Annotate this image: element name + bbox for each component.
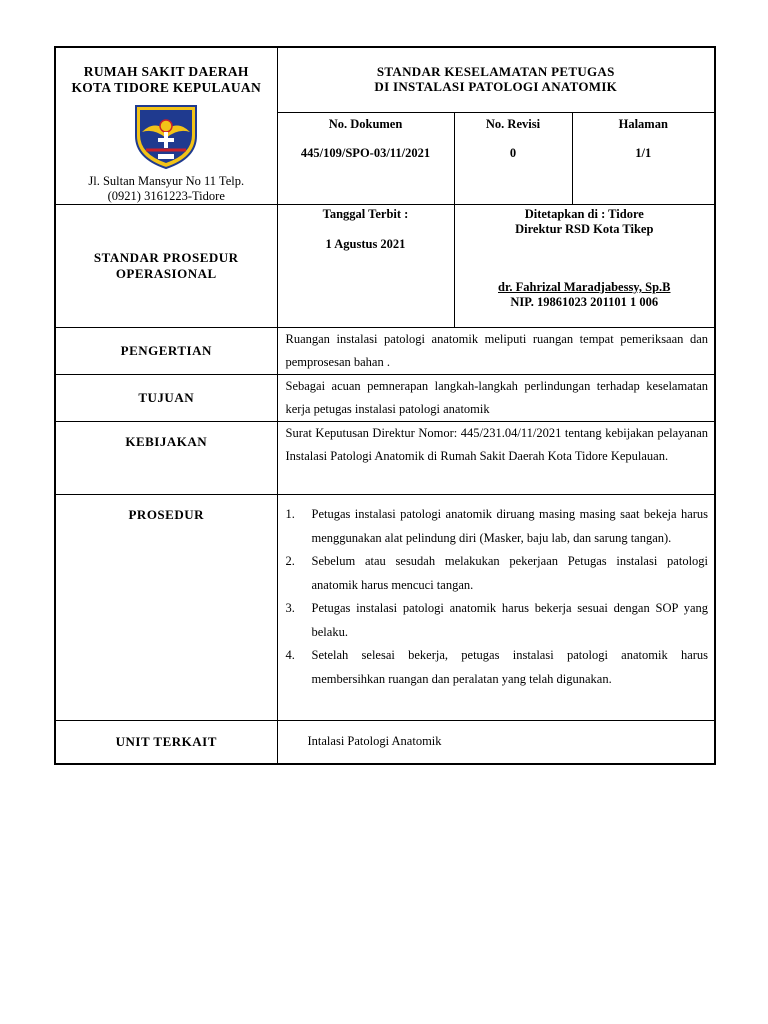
revision-value: 0 bbox=[509, 146, 517, 161]
hospital-name-line2: KOTA TIDORE KEPULAUAN bbox=[71, 80, 262, 95]
document-title-cell bbox=[277, 47, 715, 113]
spo-document bbox=[54, 46, 714, 765]
approval-role: Direktur RSD Kota Tikep bbox=[515, 222, 654, 236]
tujuan-label: TUJUAN bbox=[138, 390, 195, 405]
pengertian-text-cell bbox=[277, 328, 715, 375]
tujuan-text-cell bbox=[277, 375, 715, 422]
page-value: 1/1 bbox=[635, 146, 652, 161]
prosedur-item-text: Petugas instalasi patologi anatomik harus bekerja sesuai dengan SOP yang belaku. bbox=[311, 601, 709, 639]
kebijakan-text-cell bbox=[277, 422, 715, 495]
document-title-line1: STANDAR KESELAMATAN PETUGAS bbox=[376, 64, 615, 79]
signer-nip: NIP. 19861023 201101 1 006 bbox=[510, 295, 659, 309]
unit-label-cell bbox=[55, 721, 277, 764]
page-label: Halaman bbox=[618, 117, 668, 132]
prosedur-item-text: Sebelum atau sesudah melakukan pekerjaan Petugas instalasi patologi anatomik harus mencuci tangan. bbox=[311, 554, 709, 592]
spo-label-line2: OPERASIONAL bbox=[115, 266, 217, 281]
pengertian-text: Ruangan instalasi patologi anatomik meliputi ruangan tempat pemeriksaan dan pemprosesan bahan . bbox=[285, 332, 709, 369]
doc-number-cell bbox=[277, 113, 454, 205]
prosedur-item bbox=[286, 644, 709, 691]
unit-text-cell bbox=[277, 721, 715, 764]
doc-number-value: 445/109/SPO-03/11/2021 bbox=[300, 146, 431, 161]
issued-date-cell bbox=[277, 205, 454, 328]
spo-table bbox=[54, 46, 716, 765]
kebijakan-label-cell bbox=[55, 422, 277, 495]
prosedur-list-cell bbox=[277, 495, 715, 721]
prosedur-item-number: 3. bbox=[285, 601, 295, 615]
hospital-name-line1: RUMAH SAKIT DAERAH bbox=[83, 64, 249, 79]
prosedur-list bbox=[278, 495, 715, 691]
spo-label-line1: STANDAR PROSEDUR bbox=[93, 250, 239, 265]
hospital-header-cell bbox=[55, 47, 277, 205]
prosedur-item bbox=[286, 550, 709, 597]
document-title-line2: DI INSTALASI PATOLOGI ANATOMIK bbox=[374, 79, 618, 94]
prosedur-item-number: 4. bbox=[285, 648, 295, 662]
kebijakan-text: Surat Keputusan Direktur Nomor: 445/231.04/11/2021 tentang kebijakan pelayanan Instalasi Patologi Anatomik di Rumah Sakit Daerah Kota Tidore Kepulauan. bbox=[285, 426, 709, 463]
unit-label: UNIT TERKAIT bbox=[115, 733, 217, 749]
revision-label: No. Revisi bbox=[485, 117, 541, 132]
hospital-address-line1: Jl. Sultan Mansyur No 11 Telp. bbox=[88, 174, 245, 188]
prosedur-label: PROSEDUR bbox=[128, 507, 204, 522]
doc-number-label: No. Dokumen bbox=[328, 117, 403, 132]
prosedur-item bbox=[286, 503, 709, 550]
pengertian-label: PENGERTIAN bbox=[120, 343, 212, 358]
hospital-address-line2: (0921) 3161223-Tidore bbox=[107, 189, 225, 203]
prosedur-item-text: Setelah selesai bekerja, petugas instalasi patologi anatomik harus membersihkan ruangan dan peralatan yang telah digunakan. bbox=[311, 648, 709, 686]
revision-cell bbox=[454, 113, 572, 205]
prosedur-item-number: 2. bbox=[285, 554, 295, 568]
spo-label-cell bbox=[55, 205, 277, 328]
issued-date-value: 1 Agustus 2021 bbox=[325, 237, 406, 251]
kebijakan-label: KEBIJAKAN bbox=[125, 434, 208, 449]
hospital-emblem-icon bbox=[128, 102, 204, 170]
approval-place: Ditetapkan di : Tidore bbox=[524, 207, 644, 221]
tujuan-label-cell bbox=[55, 375, 277, 422]
tujuan-text: Sebagai acuan pemnerapan langkah-langkah perlindungan terhadap keselamatan kerja petugas instalasi patologi anatomik bbox=[285, 379, 709, 416]
page-cell bbox=[572, 113, 715, 205]
prosedur-label-cell bbox=[55, 495, 277, 721]
pengertian-label-cell bbox=[55, 328, 277, 375]
prosedur-item-number: 1. bbox=[285, 507, 295, 521]
issued-date-label: Tanggal Terbit : bbox=[322, 207, 409, 221]
prosedur-item-text: Petugas instalasi patologi anatomik diruang masing masing saat bekeja harus menggunakan alat pelindung diri (Masker, baju lab, dan sarung tangan). bbox=[311, 507, 709, 545]
prosedur-item bbox=[286, 597, 709, 644]
approval-cell bbox=[454, 205, 715, 328]
signer-name: dr. Fahrizal Maradjabessy, Sp.B bbox=[498, 280, 671, 294]
unit-text: Intalasi Patologi Anatomik bbox=[307, 734, 442, 749]
